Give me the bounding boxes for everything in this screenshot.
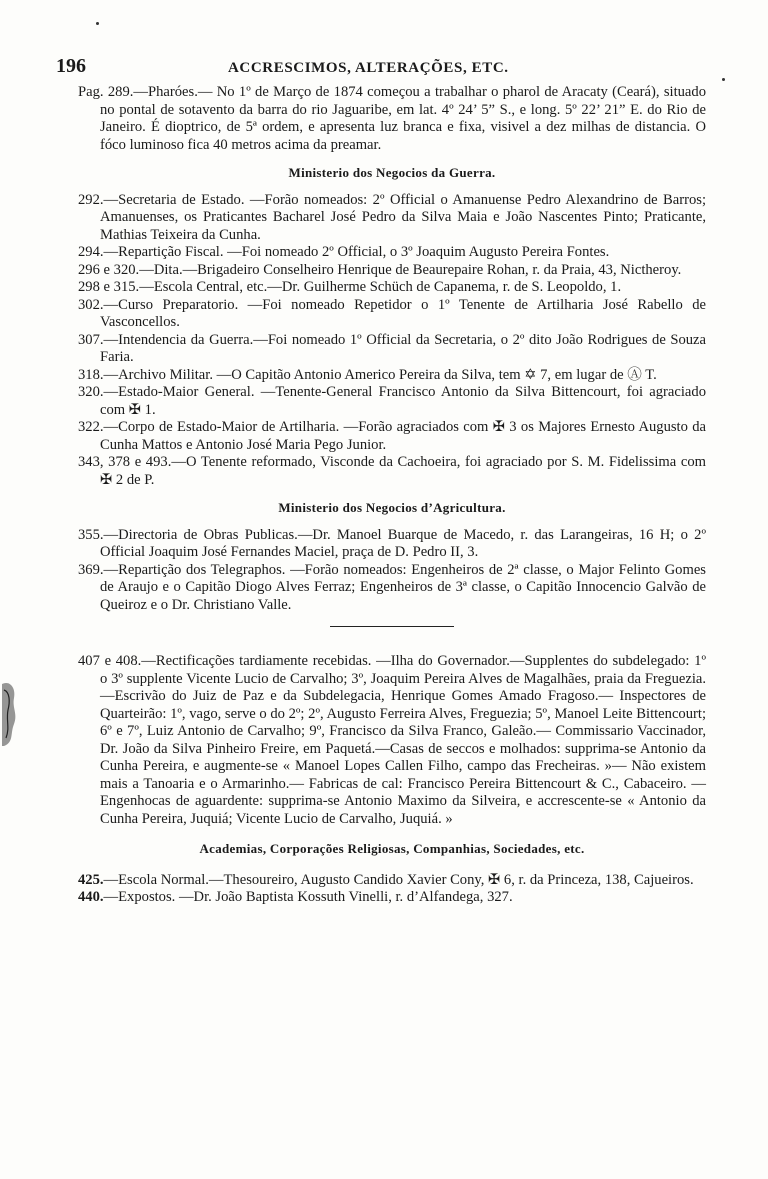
entry-ref: 425. [78,871,104,888]
entry-text: —O Tenente reformado, Visconde da Cachoeira, foi agraciado por S. M. Fidelissima com ✠ 2 de P. [100,454,706,488]
entry-text: —Curso Preparatorio. —Foi nomeado Repetidor o 1º Tenente de Artilharia José Rabello de Vasconcellos. [100,296,706,330]
entry-text: —Estado-Maior General. —Tenente-General Francisco Antonio da Silva Bittencourt, foi agraciado com ✠ 1. [100,384,706,418]
entry-text: —Expostos. —Dr. João Baptista Kossuth Vinelli, r. d’Alfandega, 327. [103,889,513,905]
ink-speck [96,22,99,25]
entry-369 [78,562,706,615]
entry-302 [78,297,706,332]
page-header [56,55,706,84]
entry-318 [78,367,706,385]
entry-292 [78,192,706,245]
entry-425 [78,872,706,890]
entry-407-408 [78,653,706,828]
section-divider [330,626,454,627]
entry-ref: 307. [78,331,104,348]
entry-text: —Rectificações tardiamente recebidas. —Ilha do Governador.—Supplentes do subdelegado: 1º o 3º supplente Vicente Lucio de Carvalho; 3º, Joaquim Pereira Alves de Magalhães, praia da Freguezia.—Escrivão do Juiz de Paz e da Subdelegacia, Henrique Gomes Amado Fragoso.— Inspectores de Quarteirão: 1º, vago, serve o do 2º; 2º, Augusto Ferreira Alves, Freguezia; 5º, Manoel Leite Bittencourt; 6º e 7º, Luiz Antonio de Carvalho; 9º, Francisco da Silva Franco, Galeão.— Commissario Vaccinador, Dr. João da Silva Pinheiro Freire, em Paquetá.—Casas de seccos e molhados: supprima-se Antonio da Cunha Pereira, e augmente-se « Manoel Lopes Callen Filho, campo das Frecheiras. »— Não existem mais a Tanoaria e o Armarinho.— Fabricas de cal: Francisco Pereira Bittencourt & C., Cabaceiro. — Engenhocas de aguardente: supprima-se Antonio Maximo da Silveira, e accrescente-se « Antonio da Cunha Pereira, Juquiá; Vicente Lucio de Carvalho, Juquiá. » [100,653,706,827]
section-heading-guerra: Ministerio dos Negocios da Guerra. [288,165,496,180]
entry-294 [78,244,706,262]
entry-text: —Archivo Militar. —O Capitão Antonio Americo Pereira da Silva, tem ✡ 7, em lugar de Ⓐ T. [103,366,657,383]
entry-text: —Intendencia da Guerra.—Foi nomeado 1º Official da Secretaria, o 2º dito João Rodrigues de Souza Faria. [100,331,706,365]
entry-text: —Repartição dos Telegraphos. —Forão nomeados: Engenheiros de 2ª classe, o Major Felinto Gomes de Araujo e o Capitão Diogo Alves Ferraz; Engenheiros de 3ª classe, o Capitão Innocencio Galvão de Queiroz e o Dr. Christiano Valle. [100,561,706,613]
entry-355 [78,527,706,562]
entry-298-315 [78,279,706,297]
entry-text: —Dita.—Brigadeiro Conselheiro Henrique de Beaurepaire Rohan, r. da Praia, 43, Nictheroy. [139,261,682,278]
entry-ref: 296 e 320. [78,261,140,278]
entry-307 [78,332,706,367]
entry-343-378-493 [78,454,706,489]
entry-ref: 294. [78,244,104,260]
entry-ref: 355. [78,526,104,543]
entry-ref: Pag. 289. [78,84,134,100]
book-page [56,55,706,907]
entry-ref: 343, 378 e 493. [78,454,172,470]
entry-ref: 298 e 315. [78,279,140,295]
binding-stain-mark [0,678,20,750]
entry-text: —Escola Normal.—Thesoureiro, Augusto Candido Xavier Cony, ✠ 6, r. da Princeza, 138, Cajueiros. [103,871,694,888]
entry-ref: 322. [78,419,104,435]
entry-text: —Pharóes.— No 1º de Março de 1874 começou a trabalhar o pharol de Aracaty (Ceará), situado no pontal de sotavento da barra do rio Jaguaribe, em lat. 4º 24’ 5” S., e long. 5º 22’ 21” E. do Rio de Janeiro. É dioptrico, de 5ª ordem, e apresenta luz branca e fixa, visivel a dez milhas de distancia. O fóco luminoso fica 40 metros acima da preamar. [100,84,706,153]
section-heading-academias: Academias, Corporações Religiosas, Companhias, Sociedades, etc. [199,841,585,856]
section-heading-agricultura: Ministerio dos Negocios d’Agricultura. [278,500,506,515]
entry-296-320 [78,262,706,280]
entry-ref: 318. [78,366,104,383]
entry-text: —Directoria de Obras Publicas.—Dr. Manoel Buarque de Macedo, r. das Larangeiras, 16 H; o 2º Official Joaquim José Fernandes Maciel, praça de D. Pedro II, 3. [100,526,706,560]
entry-pharoes [78,84,706,154]
entry-ref: 302. [78,296,104,313]
entry-ref: 440. [78,889,104,905]
entry-ref: 320. [78,384,104,400]
entry-text: —Secretaria de Estado. —Forão nomeados: 2º Official o Amanuense Pedro Alexandrino de Barros; Amanuenses, os Praticantes Bacharel José Pedro da Silva Maia e João Nascentes Pinto; Praticante, Mathias Teixeira da Cunha. [100,191,706,243]
entry-ref: 369. [78,561,104,578]
ink-speck [722,78,725,81]
entry-322 [78,419,706,454]
entry-ref: 292. [78,191,104,208]
entry-text: —Corpo de Estado-Maior de Artilharia. —Forão agraciados com ✠ 3 os Majores Ernesto Augusto da Cunha Mattos e Antonio José Maria Pego Junior. [100,419,706,453]
entry-320 [78,384,706,419]
running-title: ACCRESCIMOS, ALTERAÇÕES, ETC. [228,60,509,76]
page-number: 196 [56,55,86,77]
entry-ref: 407 e 408. [78,653,142,669]
entry-text: —Escola Central, etc.—Dr. Guilherme Schüch de Capanema, r. de S. Leopoldo, 1. [139,279,622,295]
entry-text: —Repartição Fiscal. —Foi nomeado 2º Official, o 3º Joaquim Augusto Pereira Fontes. [103,244,610,260]
entry-440 [78,889,706,907]
